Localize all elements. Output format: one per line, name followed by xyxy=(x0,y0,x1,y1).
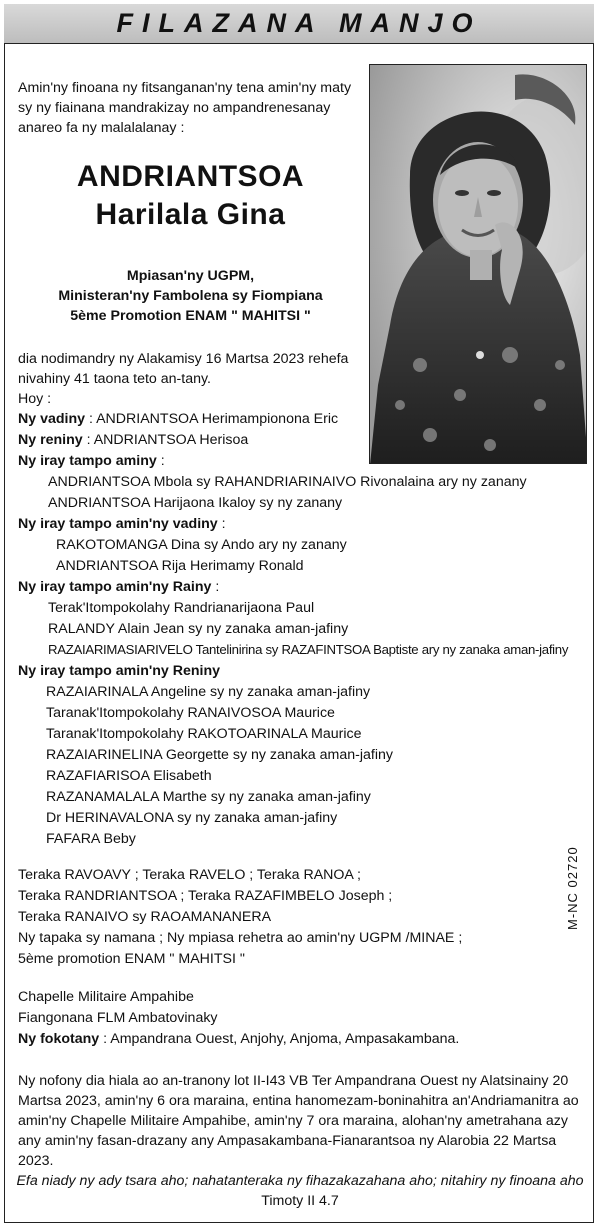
list-item: ANDRIANTSOA Mbola sy RAHANDRIARINAIVO Rivonalaina ary ny zanany xyxy=(48,474,527,490)
group-label: Ny iray tampo aminy xyxy=(18,453,157,469)
group-label: Ny iray tampo amin'ny Rainy xyxy=(18,579,212,595)
list-item: Taranak'Itompokolahy RANAIVOSOA Maurice xyxy=(46,705,335,721)
list-item: RAZANAMALALA Marthe sy ny zanaka aman-jafiny xyxy=(46,789,371,805)
list-item: RAZAIARINELINA Georgette sy ny zanaka aman-jafiny xyxy=(46,747,393,763)
hoy-label: Hoy : xyxy=(18,391,52,407)
list-item: RAZAIARIMASIARIVELO Tantelinirina sy RAZAFINTSOA Baptiste ary ny zanaka aman-jafiny xyxy=(48,642,569,657)
notice-title: FILAZANA MANJO xyxy=(116,8,482,38)
mother-label: Ny reniny xyxy=(18,432,83,448)
role-line-1: Mpiasan'ny UGPM, xyxy=(126,268,255,284)
deceased-given-names: Harilala Gina xyxy=(95,198,286,231)
mother-line xyxy=(18,430,248,450)
father-line xyxy=(18,409,338,429)
role-line-3: 5ème Promotion ENAM " MAHITSI " xyxy=(70,308,311,324)
father-label: Ny vadiny xyxy=(18,411,86,427)
church-line-2: Fiangonana FLM Ambatovinaky xyxy=(18,1010,218,1026)
group-label: Ny iray tampo amin'ny Reniny xyxy=(18,663,221,679)
fokotany-line xyxy=(18,1029,459,1049)
list-item: RAZAFIARISOA Elisabeth xyxy=(46,768,212,784)
families-line-2: Teraka RANDRIANTSOA ; Teraka RAZAFIMBELO Joseph ; xyxy=(18,888,393,904)
portrait-photo xyxy=(369,64,587,464)
list-item: Taranak'Itompokolahy RAKOTOARINALA Maurice xyxy=(46,726,362,742)
fokotany-value: : Ampandrana Ouest, Anjohy, Anjoma, Ampasakambana. xyxy=(99,1031,460,1047)
father-value: : ANDRIANTSOA Herimampionona Eric xyxy=(85,411,339,427)
deceased-surname: ANDRIANTSOA xyxy=(76,160,305,193)
group-label: Ny iray tampo amin'ny vadiny xyxy=(18,516,218,532)
group-heading xyxy=(18,577,219,597)
families-line-3: Teraka RANAIVO sy RAOAMANANERA xyxy=(18,909,272,925)
group-suffix: : xyxy=(217,516,226,532)
church-line-1: Chapelle Militaire Ampahibe xyxy=(18,989,194,1005)
list-item: RAZAIARINALA Angeline sy ny zanaka aman-jafiny xyxy=(46,684,371,700)
ad-code: M-NC 02720 xyxy=(565,846,580,930)
families-line-1: Teraka RAVOAVY ; Teraka RAVELO ; Teraka RANOA ; xyxy=(18,867,361,883)
families-line-5: 5ème promotion ENAM " MAHITSI " xyxy=(18,951,245,967)
group-heading xyxy=(18,514,226,534)
death-notice-line-2: nivahiny 41 taona teto an-tany. xyxy=(18,371,211,387)
bible-reference: Timoty II 4.7 xyxy=(261,1193,339,1209)
group-suffix: : xyxy=(156,453,165,469)
list-item: Dr HERINAVALONA sy ny zanaka aman-jafiny xyxy=(46,810,338,826)
group-heading xyxy=(18,661,220,681)
families-line-4: Ny tapaka sy namana ; Ny mpiasa rehetra ao amin'ny UGPM /MINAE ; xyxy=(18,930,463,946)
list-item: RALANDY Alain Jean sy ny zanaka aman-jafiny xyxy=(48,621,349,637)
portrait-illustration xyxy=(370,65,587,464)
death-notice-line-1: dia nodimandry ny Alakamisy 16 Martsa 2023 rehefa xyxy=(18,351,349,367)
intro-text: Amin'ny finoana ny fitsanganan'ny tena amin'ny maty sy ny fiainana mandrakizay no ampandrenesanay anareo fa ny malalalanay : xyxy=(18,80,352,136)
list-item: ANDRIANTSOA Rija Herimamy Ronald xyxy=(56,558,304,574)
list-item: RAKOTOMANGA Dina sy Ando ary ny zanany xyxy=(56,537,347,553)
list-item: ANDRIANTSOA Harijaona Ikaloy sy ny zanany xyxy=(48,495,343,511)
list-item: FAFARA Beby xyxy=(46,831,136,847)
group-suffix: : xyxy=(211,579,220,595)
group-heading xyxy=(18,451,165,471)
mother-value: : ANDRIANTSOA Herisoa xyxy=(82,432,249,448)
list-item: Terak'Itompokolahy Randrianarijaona Paul xyxy=(48,600,315,616)
role-line-2: Ministeran'ny Fambolena sy Fiompiana xyxy=(58,288,323,304)
fokotany-label: Ny fokotany xyxy=(18,1031,100,1047)
funeral-details: Ny nofony dia hiala ao an-tranony lot II-I43 VB Ter Ampandrana Ouest ny Alatsinainy 20 Martsa 2023, amin'ny 6 ora maraina, entina hanomezam-boninahitra an'Andriamanitra ao amin'ny Chapelle Militaire Ampahibe, amin'ny 7 ora maraina, alohan'ny ametrahana azy any amin'ny fasan-drazany any Ampasakambana-Fianarantsoa ny Alarobia 22 Martsa 2023. xyxy=(18,1073,579,1169)
bible-quote: Efa niady ny ady tsara aho; nahatanteraka ny fihazakazahana aho; nitahiry ny finoana aho xyxy=(16,1173,584,1189)
notice-header xyxy=(4,4,594,44)
